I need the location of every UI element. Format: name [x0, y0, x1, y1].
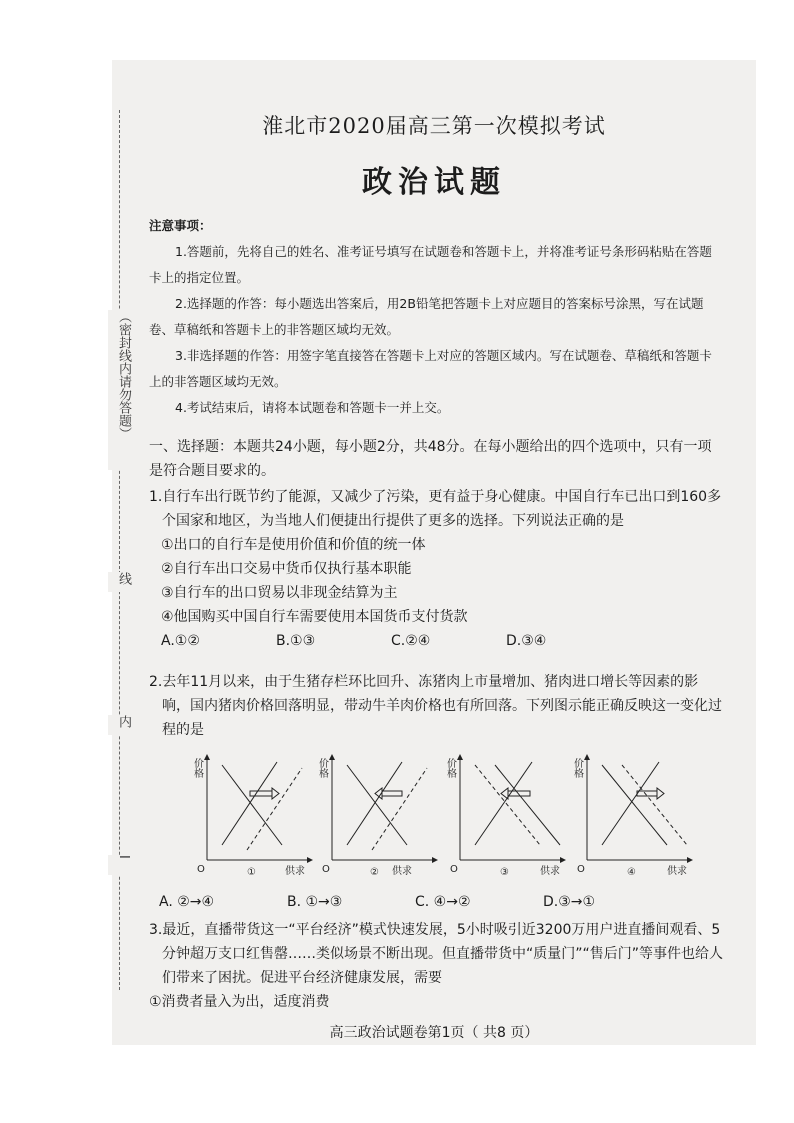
x-label: 供求 [285, 866, 305, 877]
graph-number: ① [247, 867, 256, 878]
notice-heading: 注意事项： [149, 218, 212, 233]
exam-page [112, 60, 756, 1045]
y-label: 价格 [571, 758, 583, 778]
choice-d: D.③④ [506, 633, 547, 649]
y-label: 价格 [444, 758, 456, 778]
answer-choices [149, 629, 724, 653]
notice-item: 1.答题前，先将自己的姓名、准考证号填写在试题卷和答题卡上，并将准考证号条形码粘贴在答题卡上的指定位置。 [149, 244, 712, 285]
question-stem: 3.最近，直播带货这一“平台经济”模式快速发展，5小时吸引近3200万用户进直播间观看、5分钟超万支口红售罄……类似场景不断出现。但直播带货中“质量门”“售后门”等事件也给人们带来了困扰。促进平台经济健康发展，需要 [149, 922, 724, 986]
supply-demand-graphs [192, 750, 712, 880]
choice-c: C.②④ [391, 633, 431, 649]
seal-warning-text: （密封线内请勿答题） [108, 310, 130, 470]
graph-4 [572, 755, 693, 878]
graph-1 [192, 755, 312, 878]
statement-option: ④他国购买中国自行车需要使用本国货币支付货款 [161, 609, 468, 625]
section-heading: 一、选择题：本题共24小题，每小题2分，共48分。在每小题给出的四个选项中，只有一项是符合题目要求的。 [149, 439, 712, 479]
question-1 [149, 485, 724, 653]
seal-char: 内 [108, 715, 130, 735]
choice-c: C. ④→② [415, 894, 471, 910]
choice-b: B.①③ [276, 633, 316, 649]
question-3 [149, 918, 724, 1014]
graph-number: ④ [627, 867, 636, 878]
x-label: 供求 [667, 866, 687, 877]
question-2 [149, 670, 724, 742]
choice-a: A.①② [161, 633, 200, 649]
y-label: 价格 [316, 758, 328, 778]
origin-label: O [450, 864, 458, 875]
statement-option: ①消费者量入为出，适度消费 [149, 994, 330, 1010]
notice-block [149, 213, 719, 421]
seal-char: 线 [108, 572, 130, 592]
question-stem: 2.去年11月以来，由于生猪存栏环比回升、冻猪肉上市量增加、猪肉进口增长等因素的影响，国内猪肉价格回落明显，带动牛羊肉价格也有所回落。下列图示能正确反映这一变化过程的是 [149, 674, 722, 738]
choice-d: D.③→① [543, 894, 596, 910]
notice-item: 3.非选择题的作答：用签字笔直接答在答题卡上对应的答题区域内。写在试题卷、草稿纸和答题卡上的非答题区域均无效。 [149, 348, 712, 389]
notice-item: 4.考试结束后，请将本试题卷和答题卡一并上交。 [175, 400, 450, 415]
question-stem: 1.自行车出行既节约了能源，又减少了污染，更有益于身心健康。中国自行车已出口到160多个国家和地区，为当地人们便捷出行提供了更多的选择。下列说法正确的是 [149, 489, 722, 529]
graph-3 [445, 755, 566, 878]
notice-item: 2.选择题的作答：每小题选出答案后，用2B铅笔把答题卡上对应题目的答案标号涂黑，写在试题卷、草稿纸和答题卡上的非答题区域均无效。 [149, 296, 704, 337]
choice-a: A. ②→④ [159, 894, 215, 910]
seal-char: I [108, 855, 130, 875]
graph-number: ② [370, 867, 379, 878]
origin-label: O [197, 864, 205, 875]
origin-label: O [322, 864, 330, 875]
x-label: 供求 [392, 866, 412, 877]
page-footer: 高三政治试题卷第1页（ 共8 页） [329, 1025, 539, 1041]
x-label: 供求 [540, 866, 560, 877]
answer-choices [149, 890, 724, 914]
statement-option: ②自行车出口交易中货币仅执行基本职能 [161, 561, 412, 577]
seal-line [112, 110, 131, 990]
choice-b: B. ①→③ [287, 894, 343, 910]
graph-2 [317, 755, 438, 878]
graph-number: ③ [500, 867, 509, 878]
origin-label: O [577, 864, 585, 875]
question-2-choices [149, 890, 724, 914]
y-label: 价格 [192, 758, 203, 778]
exam-title: 政治试题 [362, 165, 506, 200]
statement-option: ③自行车的出口贸易以非现金结算为主 [161, 585, 398, 601]
statement-option: ①出口的自行车是使用价值和价值的统一体 [161, 537, 426, 553]
exam-subtitle: 淮北市2020届高三第一次模拟考试 [262, 114, 606, 138]
